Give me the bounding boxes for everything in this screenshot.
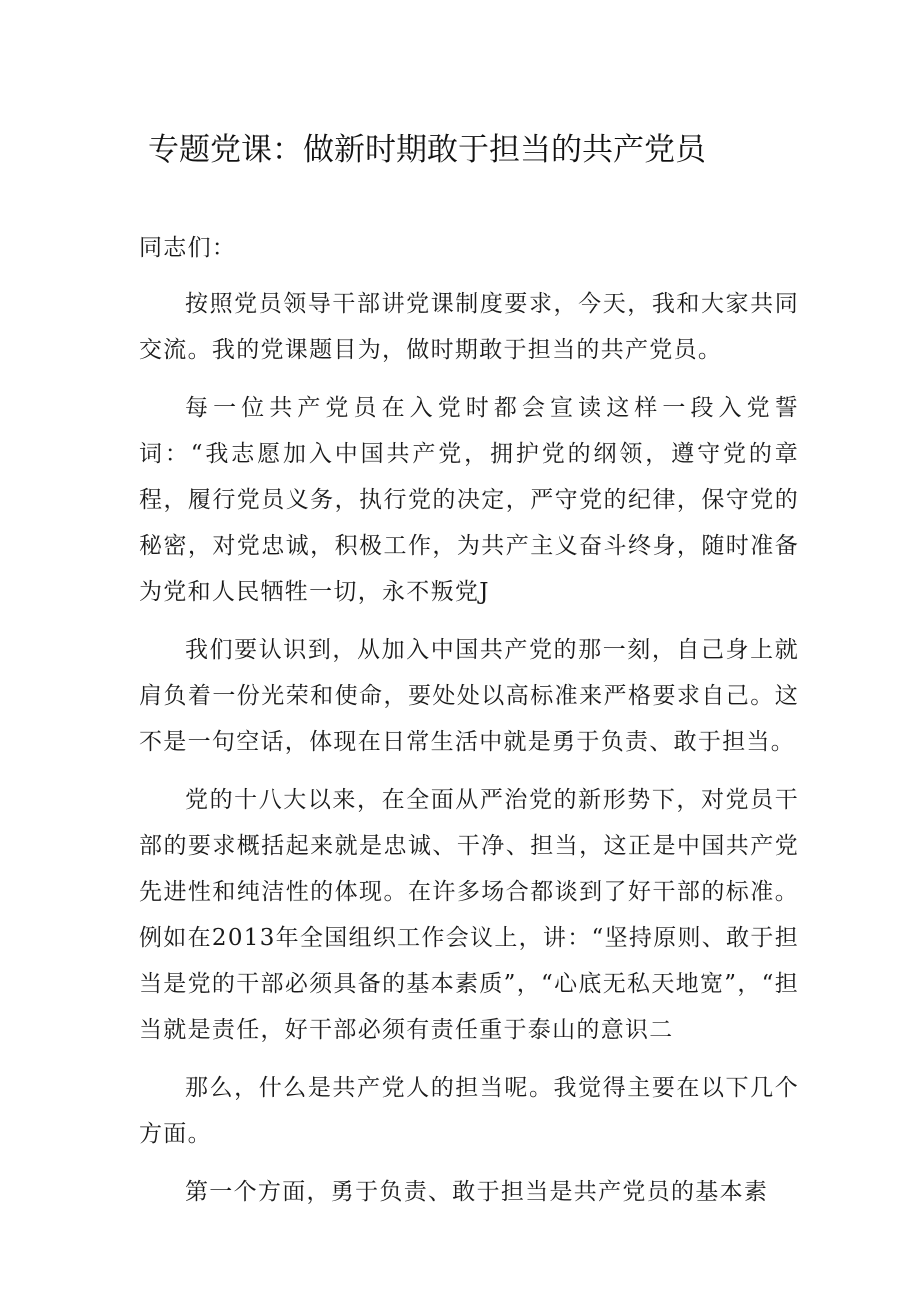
document-title: 专题党课：做新时期敢于担当的共产党员 bbox=[148, 132, 706, 168]
paragraph-6: 第一个方面，勇于负责、敢于担当是共产党员的基本素 bbox=[185, 1179, 769, 1205]
salutation: 同志们： bbox=[139, 235, 237, 261]
document-body bbox=[139, 225, 799, 1227]
paragraph-1: 按照党员领导干部讲党课制度要求，今天，我和大家共同交流。我的党课题目为，做时期敢于担当的共产党员。 bbox=[139, 291, 799, 363]
paragraph-3: 我们要认识到，从加入中国共产党的那一刻，自己身上就肩负着一份光荣和使命，要处处以高标准来严格要求自己。这不是一句空话，体现在日常生活中就是勇于负责、敢于担当。 bbox=[139, 637, 799, 755]
paragraph-4: 党的十八大以来，在全面从严治党的新形势下，对党员干部的要求概括起来就是忠诚、干净、担当，这正是中国共产党先进性和纯洁性的体现。在许多场合都谈到了好干部的标准。例如在2013年全国组织工作会议上，讲：“坚持原则、敢于担当是党的干部必须具备的基本素质”，“心底无私天地宽”，“担当就是责任，好干部必须有责任重于泰山的意识二 bbox=[139, 787, 799, 1043]
paragraph-2: 每一位共产党员在入党时都会宣读这样一段入党誓词：“我志愿加入中国共产党，拥护党的纲领，遵守党的章程，履行党员义务，执行党的决定，严守党的纪律，保守党的秘密，对党忠诚，积极工作，为共产主义奋斗终身，随时准备为党和人民牺牲一切，永不叛党J bbox=[139, 395, 799, 605]
paragraph-5: 那么，什么是共产党人的担当呢。我觉得主要在以下几个方面。 bbox=[139, 1075, 799, 1147]
